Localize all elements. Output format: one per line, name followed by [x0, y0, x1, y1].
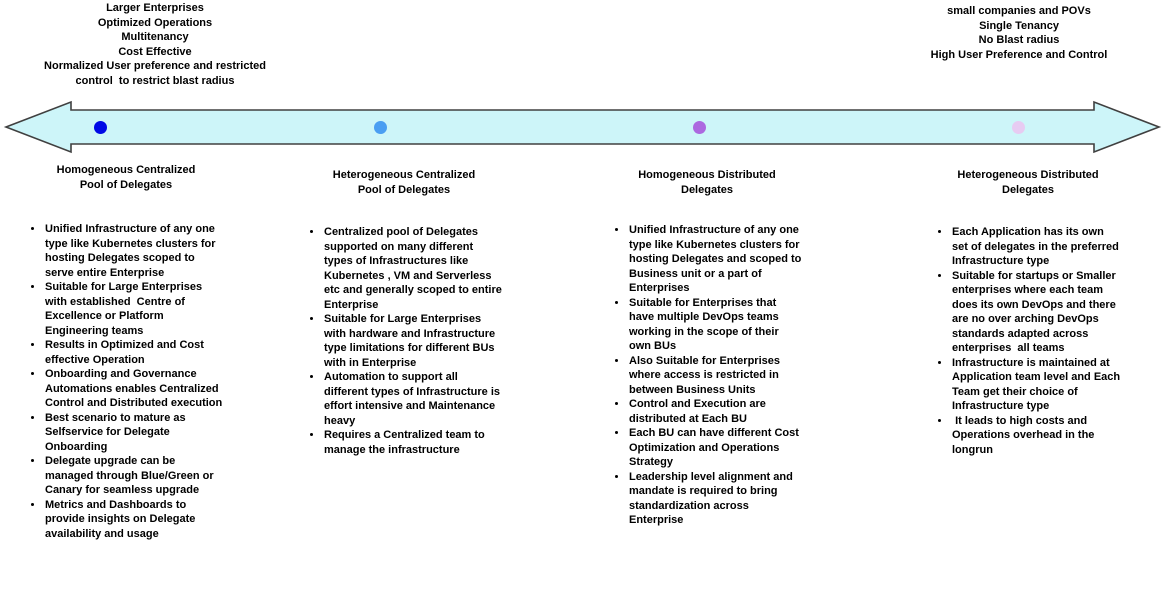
heading-line: Homogeneous Distributed [638, 169, 776, 181]
annotation-line: Single Tenancy [979, 19, 1059, 32]
bullet-item: • Leadership level alignment and mandate is required to bring standardization across Enterprise [628, 470, 803, 528]
bullet-item: • Results in Optimized and Cost effective Operation [44, 338, 225, 367]
bullet-item: • Centralized pool of Delegates supported on many different types of Infrastructures like Kubernetes , VM and Serverless etc and generally scoped to entire Enterprise [323, 225, 502, 312]
spectrum-arrow [0, 99, 1165, 157]
bullet-list [611, 223, 803, 528]
heading-line: Delegates [681, 183, 733, 196]
column-heterogeneous-centralized [306, 168, 505, 457]
bullet-item: • Requires a Centralized team to manage the infrastructure [323, 428, 502, 457]
bullet-item: • Suitable for startups or Smaller enterprises where each team does its own DevOps and there are no over arching DevOps standards adapted across enterprises all teams [951, 269, 1122, 356]
bullet-item: • Suitable for Enterprises that have multiple DevOps teams working in the scope of their own BUs [628, 296, 803, 354]
annotation-left-end [30, 1, 280, 88]
bullet-item: • Also Suitable for Enterprises where access is restricted in between Business Units [628, 354, 803, 398]
bullet-item: • Best scenario to mature as Selfservice for Delegate Onboarding [44, 411, 225, 455]
heading-line: Homogeneous Centralized [56, 164, 196, 176]
annotation-line: No Blast radius [978, 34, 1060, 46]
column-heading [611, 168, 803, 197]
column-heading [934, 168, 1122, 197]
bullet-list [27, 222, 225, 541]
spectrum-dot-homogeneous-centralized [94, 121, 107, 134]
column-heading [306, 168, 502, 197]
bullet-item: • Control and Execution are distributed at Each BU [628, 397, 803, 426]
column-heterogeneous-distributed [934, 168, 1122, 457]
bullet-item: • Metrics and Dashboards to provide insights on Delegate availability and usage [44, 498, 225, 542]
column-homogeneous-distributed [611, 168, 803, 528]
spectrum-dot-homogeneous-distributed [693, 121, 706, 134]
bullet-list [934, 225, 1122, 457]
annotation-line: control to restrict blast radius [75, 74, 235, 87]
bullet-item: • Each Application has its own set of delegates in the preferred Infrastructure type [951, 225, 1122, 269]
heading-line: Pool of Delegates [79, 178, 173, 191]
bullet-item: • Unified Infrastructure of any one type like Kubernetes clusters for hosting Delegates scoped to serve entire Enterprise [44, 222, 225, 280]
bullet-item: • Onboarding and Governance Automations enables Centralized Control and Distributed execution [44, 367, 225, 411]
bullet-item: • Infrastructure is maintained at Application team level and Each Team get their choice of Infrastructure type [951, 356, 1122, 414]
annotation-right-end [917, 4, 1121, 62]
bullet-item: • Unified Infrastructure of any one type like Kubernetes clusters for hosting Delegates and scoped to Business unit or a part of Enterprises [628, 223, 803, 296]
bullet-list [306, 225, 505, 457]
spectrum-dot-heterogeneous-distributed [1012, 121, 1025, 134]
bullet-item: • Automation to support all different types of Infrastructure is effort intensive and Maintenance heavy [323, 370, 502, 428]
spectrum-dot-heterogeneous-centralized [374, 121, 387, 134]
heading-line: Pool of Delegates [357, 183, 451, 196]
bullet-item: • Suitable for Large Enterprises with established Centre of Excellence or Platform Engineering teams [44, 280, 225, 338]
double-arrow-svg [0, 99, 1165, 157]
bullet-item: • Each BU can have different Cost Optimization and Operations Strategy [628, 426, 803, 470]
heading-line: Delegates [1002, 183, 1054, 196]
bullet-item: • Delegate upgrade can be managed through Blue/Green or Canary for seamless upgrade [44, 454, 225, 498]
annotation-line: small companies and POVs [947, 5, 1091, 17]
heading-line: Heterogeneous Distributed [957, 169, 1099, 181]
annotation-line: Multitenancy [121, 31, 189, 43]
column-heading [27, 163, 225, 192]
annotation-line: Normalized User preference and restricted [44, 60, 266, 72]
column-homogeneous-centralized [27, 163, 225, 541]
bullet-item: • Suitable for Large Enterprises with hardware and Infrastructure type limitations for different BUs with in Enterprise [323, 312, 502, 370]
double-arrow-shape [6, 102, 1159, 152]
annotation-line: High User Preference and Control [930, 48, 1108, 61]
annotation-line: Optimized Operations [97, 16, 213, 29]
annotation-line: Larger Enterprises [106, 2, 204, 14]
heading-line: Heterogeneous Centralized [332, 169, 476, 181]
bullet-item: • It leads to high costs and Operations overhead in the longrun [951, 414, 1122, 458]
annotation-line: Cost Effective [118, 45, 192, 58]
